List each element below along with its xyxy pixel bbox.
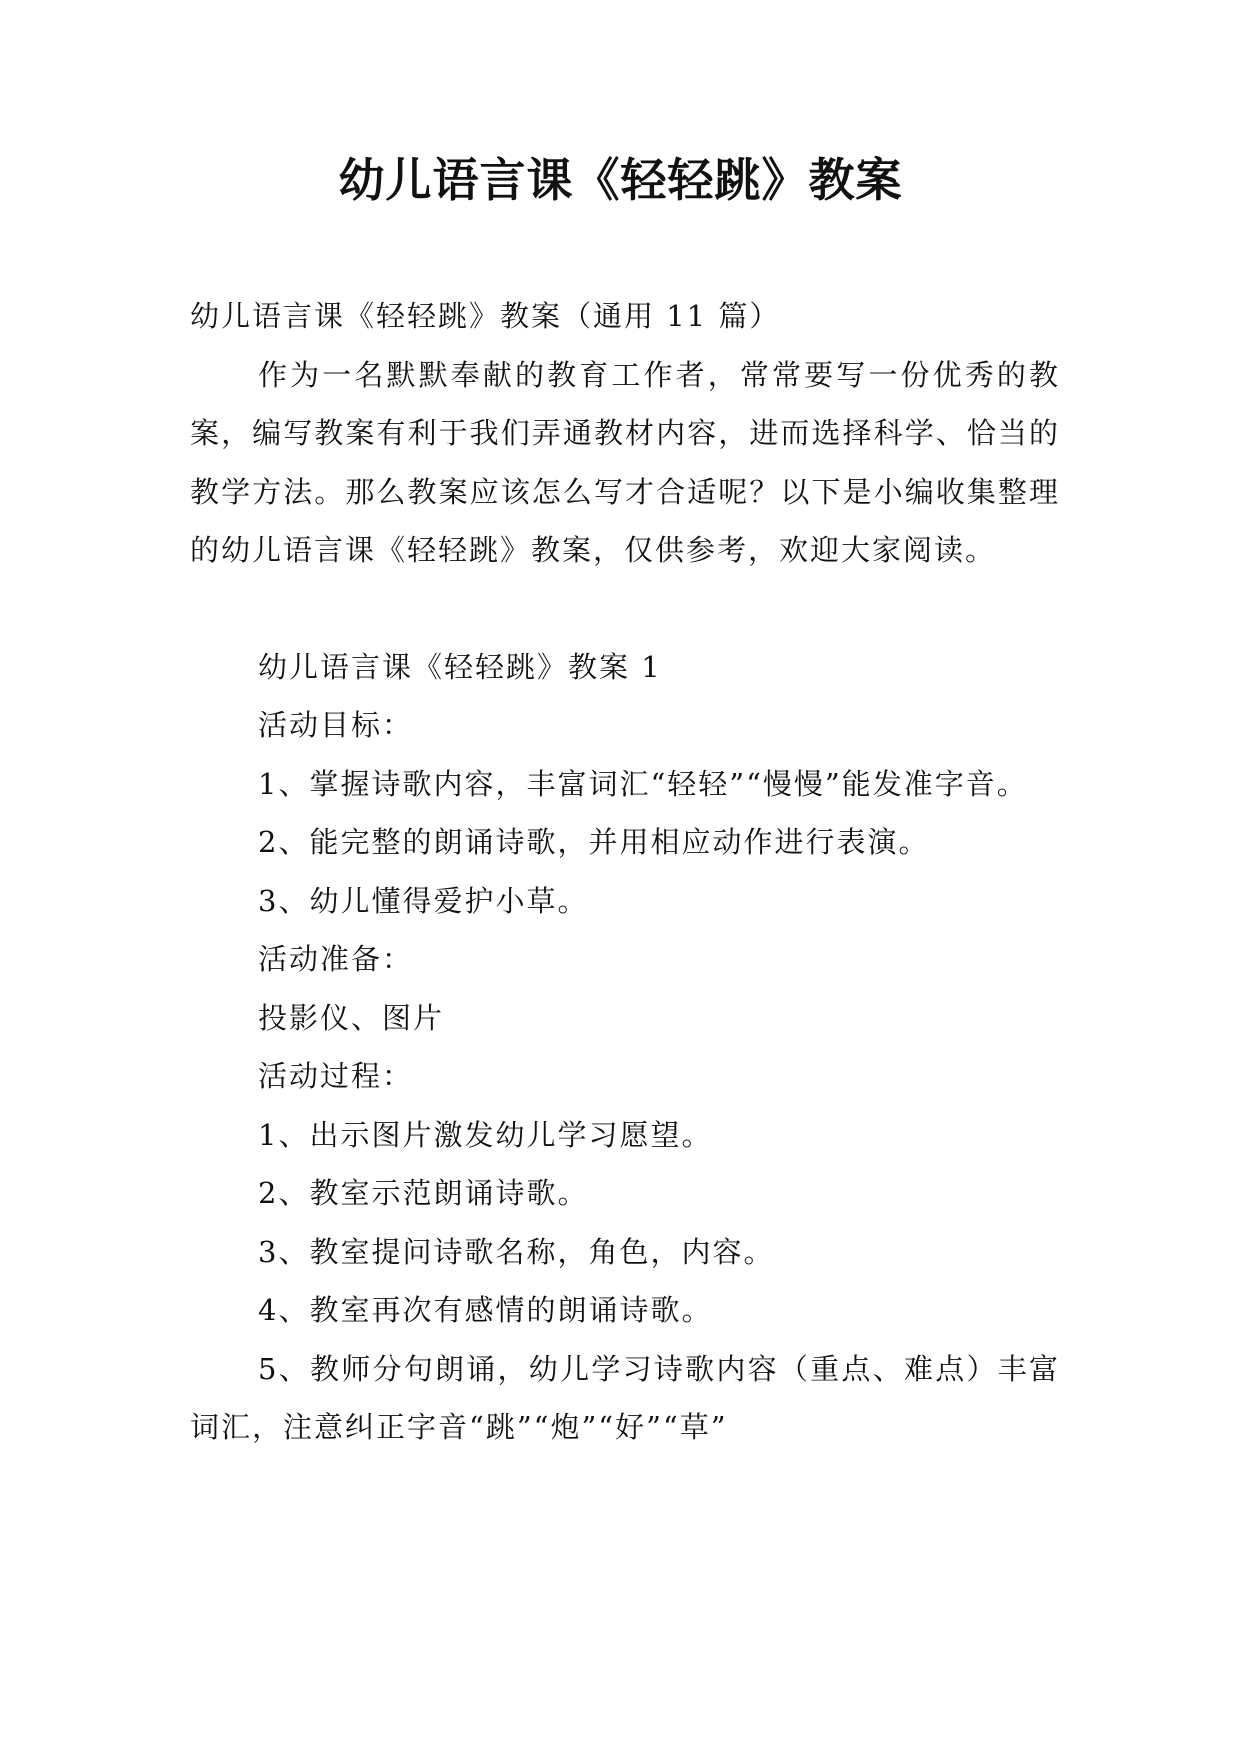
goal-item: 3、幼儿懂得爱护小草。 — [258, 883, 589, 918]
process-step: 2、教室示范朗诵诗歌。 — [258, 1176, 589, 1210]
process-heading: 活动过程： — [258, 1059, 414, 1093]
process-step: 1、出示图片激发幼儿学习愿望。 — [258, 1117, 713, 1152]
goal-item: 2、能完整的朗诵诗歌，并用相应动作进行表演。 — [258, 825, 930, 859]
prep-text: 投影仪、图片 — [258, 1000, 445, 1035]
paragraph-gap — [190, 580, 1060, 638]
goal-item: 1、掌握诗歌内容，丰富词汇“轻轻”“慢慢”能发准字音。 — [258, 766, 1028, 801]
process-step: 4、教室再次有感情的朗诵诗歌。 — [258, 1293, 713, 1327]
section-heading: 幼儿语言课《轻轻跳》教案 1 — [258, 649, 662, 684]
process-step: 3、教室提问诗歌名称，角色，内容。 — [258, 1234, 775, 1269]
goals-heading: 活动目标： — [258, 708, 414, 742]
document-body — [190, 287, 1060, 1457]
process-step: 5、教师分句朗诵，幼儿学习诗歌内容（重点、难点）丰富词汇，注意纠正字音“跳”“炮”“好”“草” — [190, 1351, 1060, 1444]
document-title: 幼儿语言课《轻轻跳》教案 — [338, 153, 903, 207]
intro-paragraph: 作为一名默默奉献的教育工作者，常常要写一份优秀的教案，编写教案有利于我们弄通教材内容，进而选择科学、恰当的教学方法。那么教案应该怎么写才合适呢？以下是小编收集整理的幼儿语言课《轻轻跳》教案，仅供参考，欢迎大家阅读。 — [190, 357, 1060, 567]
prep-heading: 活动准备： — [258, 942, 414, 976]
document-subtitle: 幼儿语言课《轻轻跳》教案（通用 11 篇） — [190, 299, 781, 333]
